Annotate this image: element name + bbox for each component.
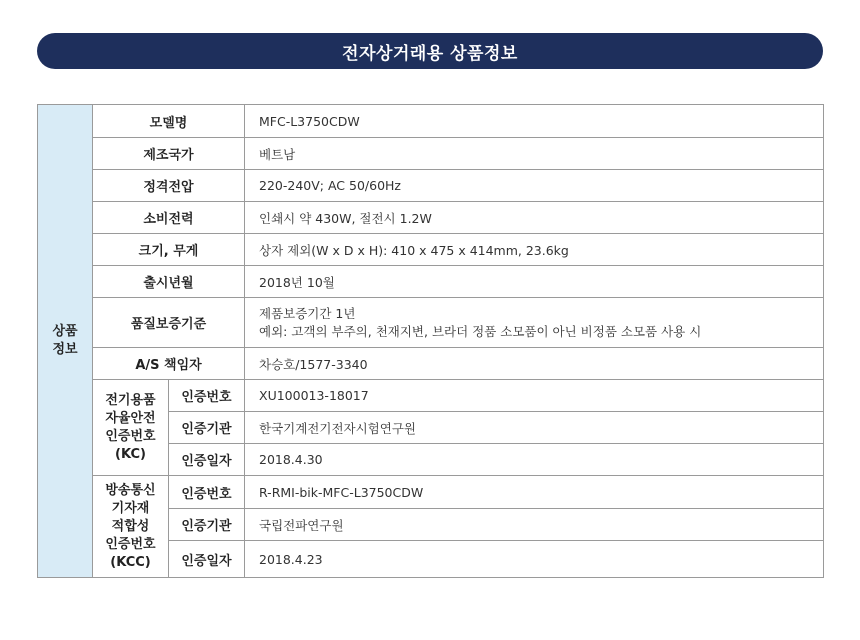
- row-label-power: 소비전력: [93, 202, 245, 234]
- row-value-warranty: [245, 298, 824, 348]
- group-label-line: 적합성: [111, 518, 150, 534]
- page-title-banner: [37, 33, 823, 69]
- table-row: [38, 202, 824, 234]
- table-row: [38, 266, 824, 298]
- table-row: [38, 348, 824, 380]
- kcc-cert-number-value: R-RMI-bik-MFC-L3750CDW: [245, 476, 824, 509]
- warranty-exception-line: 예외: 고객의 부주의, 천재지변, 브라더 정품 소모품이 아닌 비정품 소모품 사용 시: [259, 323, 702, 339]
- kc-cert-agency-value: 한국기계전기전자시험연구원: [245, 412, 824, 444]
- group-label-line: 인증번호: [105, 428, 156, 444]
- group-label-line: 전기용품: [105, 392, 156, 408]
- row-value-model: MFC-L3750CDW: [245, 105, 824, 138]
- table-row: [38, 138, 824, 170]
- group-label-line: 기자재: [111, 500, 150, 516]
- kcc-group-label: [93, 476, 169, 578]
- product-info-table: [37, 104, 824, 578]
- kcc-cert-agency-label: 인증기관: [169, 509, 245, 541]
- warranty-line: 제품보증기간 1년: [259, 305, 356, 321]
- table-row: [38, 170, 824, 202]
- group-label-line: 인증번호: [105, 536, 156, 552]
- group-label-line: (KCC): [110, 554, 151, 570]
- row-value-voltage: 220-240V; AC 50/60Hz: [245, 170, 824, 202]
- kcc-cert-date-label: 인증일자: [169, 541, 245, 578]
- row-label-size-weight: 크기, 무게: [93, 234, 245, 266]
- row-label-model: 모델명: [93, 105, 245, 138]
- table-row: [38, 476, 824, 509]
- table-row: [38, 298, 824, 348]
- kc-cert-date-label: 인증일자: [169, 444, 245, 476]
- table-row: [38, 105, 824, 138]
- page-title: 전자상거래용 상품정보: [342, 43, 518, 64]
- row-value-power: 인쇄시 약 430W, 절전시 1.2W: [245, 202, 824, 234]
- table-row: [38, 380, 824, 412]
- kc-cert-number-label: 인증번호: [169, 380, 245, 412]
- kcc-cert-agency-value: 국립전파연구원: [245, 509, 824, 541]
- side-label-line: 정보: [52, 342, 78, 357]
- table-row: [38, 234, 824, 266]
- row-value-country: 베트남: [245, 138, 824, 170]
- row-label-country: 제조국가: [93, 138, 245, 170]
- group-label-line: (KC): [115, 446, 146, 462]
- kc-cert-number-value: XU100013-18017: [245, 380, 824, 412]
- kc-group-label: [93, 380, 169, 476]
- row-value-as: 차승호/1577-3340: [245, 348, 824, 380]
- kc-cert-agency-label: 인증기관: [169, 412, 245, 444]
- row-value-release: 2018년 10월: [245, 266, 824, 298]
- row-value-size-weight: 상자 제외(W x D x H): 410 x 475 x 414mm, 23.6kg: [245, 234, 824, 266]
- row-label-voltage: 정격전압: [93, 170, 245, 202]
- kcc-cert-number-label: 인증번호: [169, 476, 245, 509]
- row-label-warranty: 품질보증기준: [93, 298, 245, 348]
- group-label-line: 방송통신: [105, 482, 156, 498]
- kcc-cert-date-value: 2018.4.23: [245, 541, 824, 578]
- group-label-line: 자율안전: [105, 410, 156, 426]
- side-label-line: 상품: [52, 324, 78, 339]
- side-category-cell: [38, 105, 93, 578]
- kc-cert-date-value: 2018.4.30: [245, 444, 824, 476]
- row-label-as: A/S 책임자: [93, 348, 245, 380]
- row-label-release: 출시년월: [93, 266, 245, 298]
